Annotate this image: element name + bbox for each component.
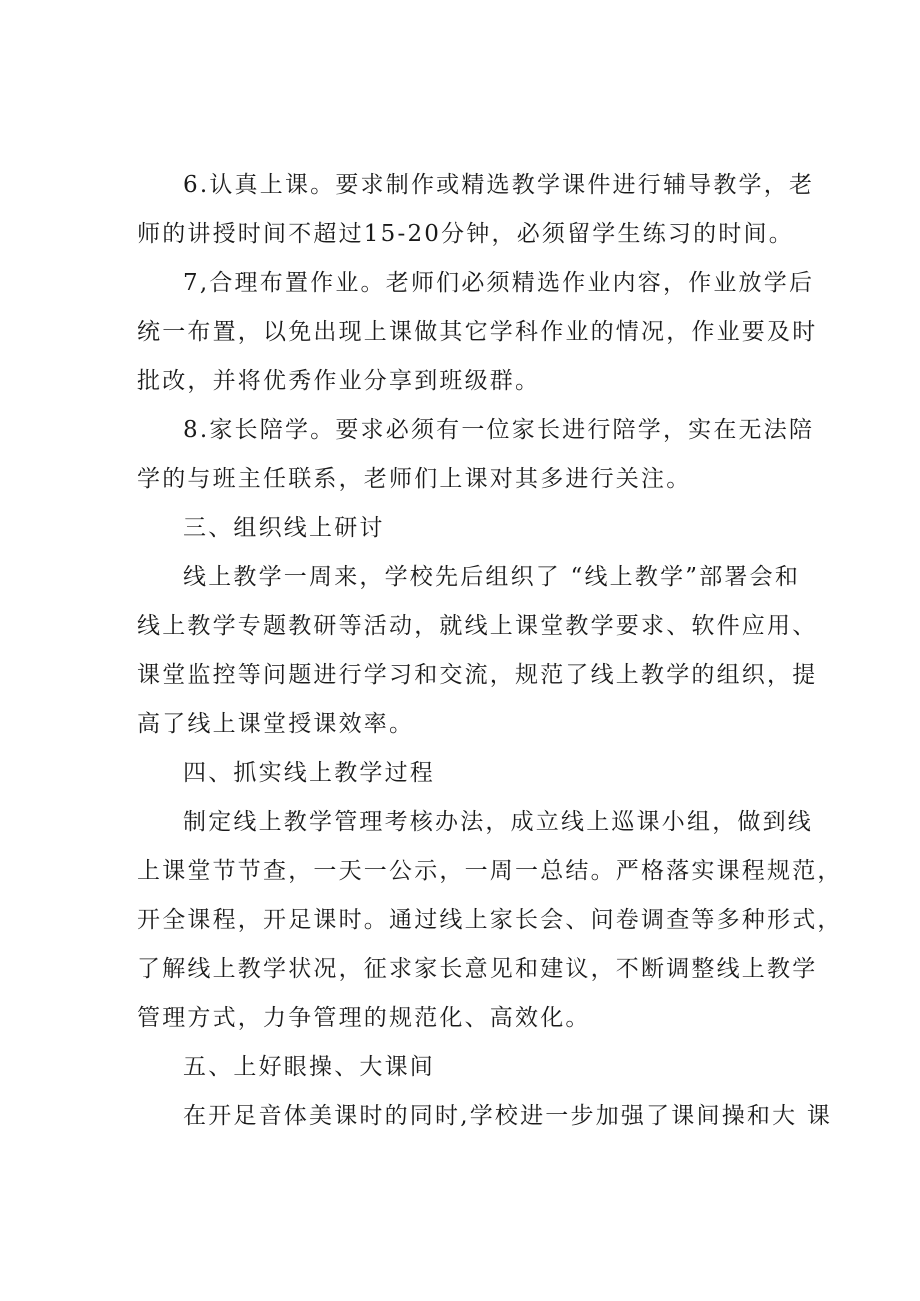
paragraph-7-line-3: 批改，并将优秀作业分享到班级群。 [137,368,541,394]
section-4-body-line-2: 上课堂节节查，一天一公示，一周一总结。严格落实课程规范， [137,858,843,884]
section-4-heading: 四、抓实线上教学过程 [183,760,435,786]
section-3-body-line-4: 高了线上课堂授课效率。 [137,711,415,737]
section-3-body-line-2: 线上教学专题教研等活动，就线上课堂教学要求、软件应用、 [137,613,818,639]
paragraph-7-line-1: 7,合理布置作业。老师们必须精选作业内容，作业放学后 [183,270,815,296]
paragraph-6-line-1: 6.认真上课。要求制作或精选教学课件进行辅导教学，老 [183,172,815,198]
section-4-body-line-5: 管理方式，力争管理的规范化、高效化。 [137,1005,591,1031]
section-3-body-line-1: 线上教学一周来，学校先后组织了 “线上教学”部署会和 [183,564,801,590]
section-5-body-line-1: 在开足音体美课时的同时,学校进一步加强了课间操和大 课 [183,1103,833,1129]
paragraph-8-line-2: 学的与班主任联系，老师们上课对其多进行关注。 [137,466,692,492]
section-4-body-line-4: 了解线上教学状况，征求家长意见和建议，不断调整线上教学 [137,956,818,982]
section-4-body-line-3: 开全课程，开足课时。通过线上家长会、问卷调查等多种形式， [137,907,843,933]
section-5-heading: 五、上好眼操、大课间 [183,1054,435,1080]
section-3-body-line-3: 课堂监控等问题进行学习和交流，规范了线上教学的组织，提 [137,662,818,688]
section-4-body-line-1: 制定线上教学管理考核办法，成立线上巡课小组，做到线 [183,809,813,835]
paragraph-7-line-2: 统一布置，以免出现上课做其它学科作业的情况，作业要及时 [137,319,818,345]
paragraph-6-line-2: 师的讲授时间不超过15-20分钟，必须留学生练习的时间。 [137,221,794,247]
section-3-heading: 三、组织线上研讨 [183,515,385,541]
paragraph-8-line-1: 8.家长陪学。要求必须有一位家长进行陪学，实在无法陪 [183,417,815,443]
